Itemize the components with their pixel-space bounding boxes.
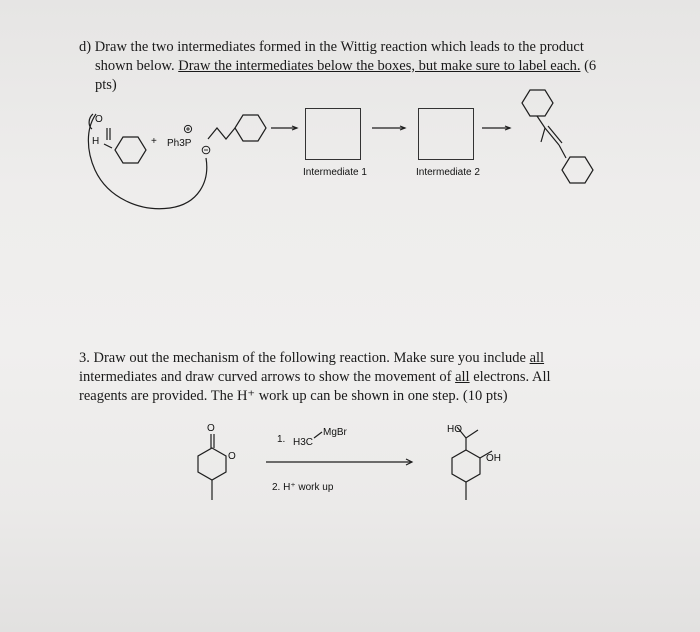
product-ho-label: HO: [447, 424, 462, 435]
question-d-line3: pts): [95, 77, 117, 93]
question-3-all-1: all: [529, 350, 545, 366]
question-d-line2-c: (6: [580, 58, 597, 74]
reagent-1-methyl: H3C: [293, 437, 314, 448]
scheme2-ring-o: O: [228, 451, 236, 462]
scheme1-plus: +: [151, 136, 157, 147]
scheme2-carbonyl-o: O: [207, 423, 215, 434]
question-d-line1: d) Draw the two intermediates formed in the Wittig reaction which leads to the product: [79, 39, 584, 55]
scheme1-o-atom: O: [95, 114, 103, 125]
question-3-line3: reagents are provided. The H⁺ work up can be shown in one step. (10 pts): [79, 388, 508, 404]
reagent-1-number: 1.: [277, 434, 286, 445]
product-ring: [452, 450, 480, 482]
question-3-all-2: all: [455, 369, 470, 385]
scheme1-ylide-label: Ph3P: [167, 138, 192, 149]
question-3-line1-a: 3. Draw out the mechanism of the following reaction. Make sure you include: [79, 350, 530, 366]
scheme1-h-atom: H: [92, 136, 100, 147]
question-3-line2-a: intermediates and draw curved arrows to show the movement of: [79, 369, 456, 385]
question-d-underlined-instruction: Draw the intermediates below the boxes, but make sure to label each.: [178, 58, 581, 74]
lactone-ring: [198, 448, 226, 480]
intermediate-2-label: Intermediate 2: [416, 167, 480, 178]
question-3-line2-c: electrons. All: [469, 369, 551, 385]
question-d-line2-a: shown below.: [95, 58, 179, 74]
intermediate-1-label: Intermediate 1: [303, 167, 367, 178]
reagent-1-mgbr: MgBr: [323, 427, 347, 438]
product-oh-label: OH: [486, 453, 501, 464]
reagent-2-workup: 2. H⁺ work up: [272, 482, 334, 493]
